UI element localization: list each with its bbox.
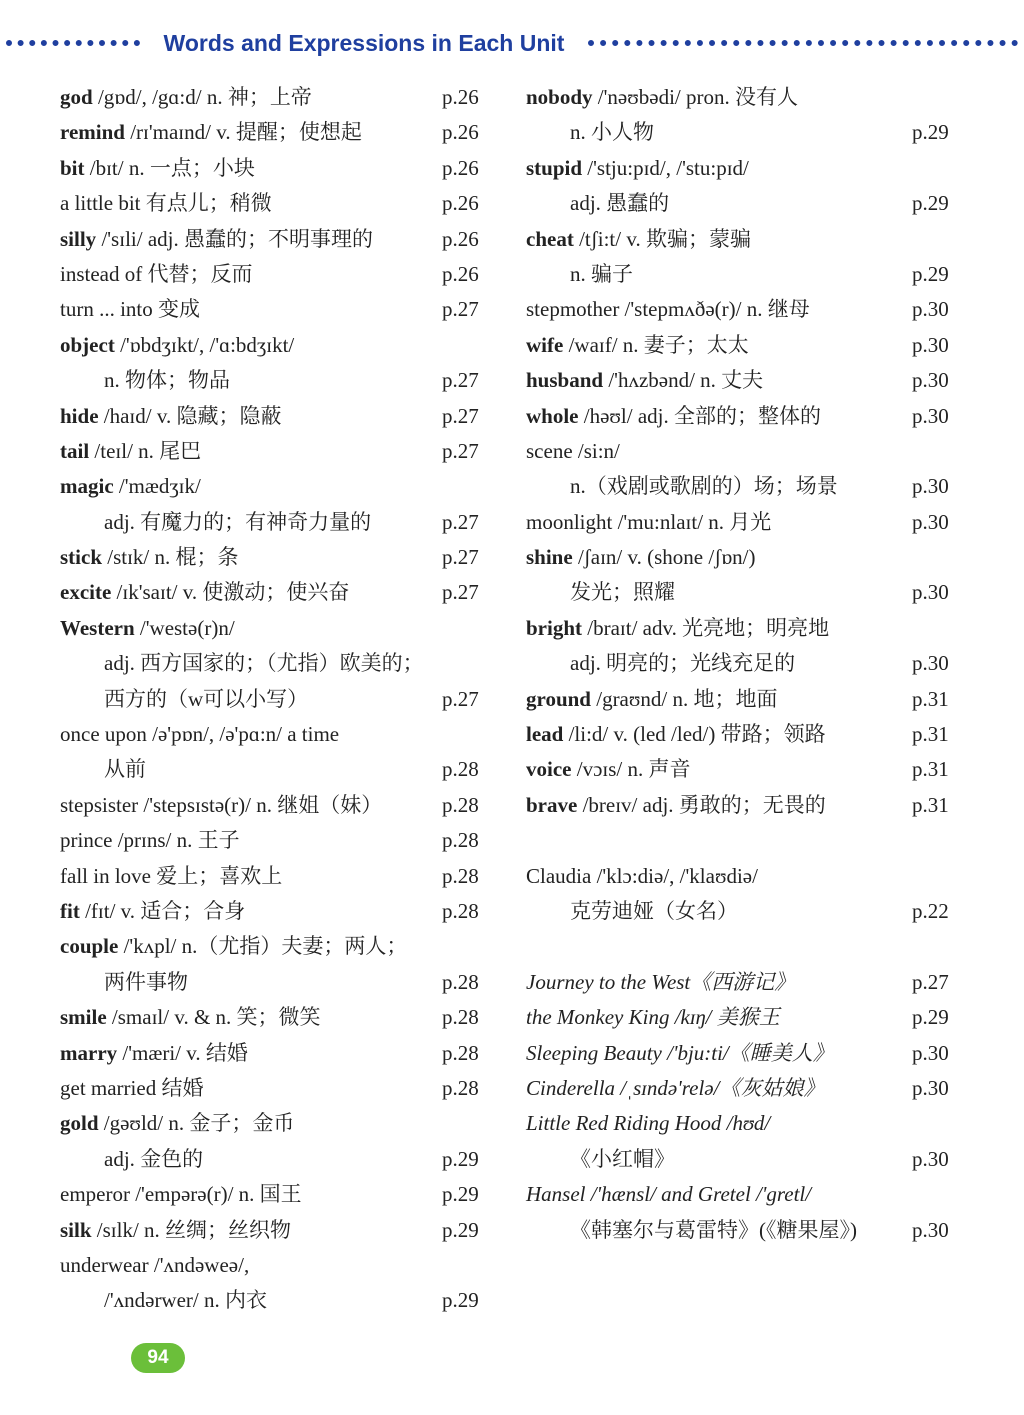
headword: marry xyxy=(60,1040,118,1065)
definition: stepsister /'stepsɪstə(r)/ n. 继姐（妹） xyxy=(60,792,383,817)
entry-text xyxy=(60,80,312,115)
entry-text xyxy=(60,965,188,1000)
entry-text xyxy=(526,540,756,575)
page-reference: p.26 xyxy=(442,155,479,180)
vocab-entry xyxy=(526,965,960,1000)
entry-text xyxy=(526,752,690,787)
vocab-entry xyxy=(526,505,960,540)
vocab-entry xyxy=(526,469,960,504)
entry-text xyxy=(526,505,771,540)
definition: underwear /'ʌndəweə/, xyxy=(60,1252,250,1277)
entry-text xyxy=(60,575,349,610)
entry-text xyxy=(60,115,362,150)
definition: Journey to the West《西游记》 xyxy=(526,969,796,994)
vocab-entry xyxy=(60,1177,492,1212)
definition: /sɪlk/ n. 丝绸；丝织物 xyxy=(91,1217,292,1242)
definition: /'hʌzbənd/ n. 丈夫 xyxy=(603,368,764,393)
entry-text xyxy=(526,1036,834,1071)
definition: adj. 愚蠢的 xyxy=(570,191,670,216)
headword: husband xyxy=(526,368,604,393)
headword: tail xyxy=(60,438,90,463)
entry-text xyxy=(60,1000,321,1035)
entry-text xyxy=(526,151,749,186)
entry-text xyxy=(526,965,795,1000)
vocab-entry xyxy=(60,80,492,115)
page-reference: p.28 xyxy=(442,969,479,994)
entry-text xyxy=(526,682,778,717)
entry-text xyxy=(526,1000,780,1035)
entry-text xyxy=(60,1177,302,1212)
headword: magic xyxy=(60,474,114,499)
headword: stupid xyxy=(526,155,583,180)
entry-text xyxy=(526,1177,811,1212)
entry-text xyxy=(60,894,245,929)
entry-text xyxy=(60,717,339,752)
vocab-entry xyxy=(60,505,492,540)
entry-text xyxy=(60,1036,248,1071)
vocab-entry xyxy=(60,788,492,823)
definition: /'mæri/ v. 结婚 xyxy=(117,1040,248,1065)
entry-text xyxy=(526,1106,770,1141)
entry-text xyxy=(60,540,239,575)
definition: 西方的（w可以小写） xyxy=(104,686,309,711)
page-reference: p.29 xyxy=(442,1288,479,1313)
page-reference: p.29 xyxy=(912,191,949,216)
vocab-entry xyxy=(60,1142,492,1177)
page-reference: p.30 xyxy=(912,1075,949,1100)
definition: 发光；照耀 xyxy=(570,580,675,605)
definition: Little Red Riding Hood /hʊd/ xyxy=(526,1111,771,1136)
vocab-column-right xyxy=(526,80,960,1248)
definition: adj. 明亮的；光线充足的 xyxy=(570,651,796,676)
definition: /graʊnd/ n. 地；地面 xyxy=(590,686,778,711)
vocab-entry xyxy=(60,1000,492,1035)
entry-text xyxy=(526,292,810,327)
definition: get married 结婚 xyxy=(60,1075,204,1100)
page-reference: p.28 xyxy=(442,1005,479,1030)
definition: adj. 金色的 xyxy=(104,1146,204,1171)
vocab-entry xyxy=(60,363,492,398)
page-reference: p.31 xyxy=(912,686,949,711)
headword: god xyxy=(60,85,93,109)
entry-text xyxy=(60,151,255,186)
vocab-entry xyxy=(526,151,960,186)
definition: /tʃi:t/ v. 欺骗；蒙骗 xyxy=(573,226,751,251)
definition: prince /prɪns/ n. 王子 xyxy=(60,828,240,853)
page-reference: p.28 xyxy=(442,898,479,923)
definition: 克劳迪娅（女名） xyxy=(570,898,738,923)
entry-text xyxy=(60,929,407,964)
entry-text xyxy=(526,788,826,823)
headword: gold xyxy=(60,1111,99,1136)
vocab-entry xyxy=(60,1106,492,1141)
vocab-entry xyxy=(60,434,492,469)
vocab-entry xyxy=(60,965,492,1000)
page-reference: p.27 xyxy=(442,368,479,393)
page-reference: p.29 xyxy=(912,261,949,286)
entry-text xyxy=(60,1106,294,1141)
page-reference: p.27 xyxy=(912,969,949,994)
entry-text xyxy=(526,363,763,398)
vocab-entry xyxy=(526,1142,960,1177)
vocab-entry xyxy=(60,717,492,752)
definition: instead of 代替；反而 xyxy=(60,261,253,286)
vocab-entry xyxy=(60,894,492,929)
vocab-entry xyxy=(526,1177,960,1212)
page-reference: p.27 xyxy=(442,580,479,605)
page-reference: p.28 xyxy=(442,1075,479,1100)
vocab-entry xyxy=(526,399,960,434)
page-reference: p.30 xyxy=(912,403,949,428)
vocab-entry xyxy=(526,859,960,894)
vocab-entry xyxy=(60,292,492,327)
definition: emperor /'empərə(r)/ n. 国王 xyxy=(60,1182,302,1207)
header-dotted-rule-left xyxy=(6,40,140,46)
page-reference: p.28 xyxy=(442,863,479,888)
vocab-entry xyxy=(60,752,492,787)
headword: whole xyxy=(526,403,579,428)
headword: cheat xyxy=(526,226,574,251)
vocab-entry xyxy=(526,1036,960,1071)
headword: remind xyxy=(60,120,125,145)
entry-text xyxy=(526,434,620,469)
vocab-entry xyxy=(60,1248,492,1283)
headword: wife xyxy=(526,332,564,357)
definition: Sleeping Beauty /'bju:ti/《睡美人》 xyxy=(526,1040,834,1065)
definition: n.（戏剧或歌剧的）场；场景 xyxy=(570,474,838,499)
entry-text xyxy=(60,186,272,221)
entry-text xyxy=(60,399,281,434)
header-dotted-rule-right xyxy=(588,40,1018,46)
page-reference: p.27 xyxy=(442,509,479,534)
vocab-entry xyxy=(526,257,960,292)
page-reference: p.29 xyxy=(442,1146,479,1171)
headword: couple xyxy=(60,934,119,959)
entry-text xyxy=(60,434,201,469)
vocab-entry xyxy=(526,363,960,398)
page-reference: p.27 xyxy=(442,403,479,428)
headword: object xyxy=(60,332,115,357)
entry-text xyxy=(526,257,633,292)
vocab-entry xyxy=(60,257,492,292)
definition: /vɔɪs/ n. 声音 xyxy=(571,757,691,782)
vocab-entry xyxy=(60,929,492,964)
headword: silk xyxy=(60,1217,92,1242)
entry-text xyxy=(526,399,821,434)
vocab-entry xyxy=(60,575,492,610)
definition: /bɪt/ n. 一点；小块 xyxy=(84,155,255,180)
page-reference: p.30 xyxy=(912,1146,949,1171)
headword: stick xyxy=(60,545,102,570)
page-reference: p.28 xyxy=(442,1040,479,1065)
entry-text xyxy=(526,469,838,504)
vocab-entry xyxy=(526,115,960,150)
entry-text xyxy=(526,115,654,150)
vocab-entry xyxy=(60,1036,492,1071)
vocab-entry xyxy=(526,894,960,929)
vocab-entry xyxy=(60,1071,492,1106)
entry-text xyxy=(60,1283,267,1318)
entry-text xyxy=(60,1142,203,1177)
vocab-entry xyxy=(526,788,960,823)
vocab-entry xyxy=(60,399,492,434)
page-reference: p.30 xyxy=(912,580,949,605)
vocab-entry xyxy=(60,186,492,221)
vocab-entry xyxy=(526,540,960,575)
definition: /haɪd/ v. 隐藏；隐蔽 xyxy=(98,403,282,428)
vocab-entry xyxy=(526,434,960,469)
entry-text xyxy=(60,257,252,292)
vocab-entry xyxy=(526,682,960,717)
definition: /'ɒbdʒɪkt/, /'ɑ:bdʒɪkt/ xyxy=(114,332,295,357)
page-reference: p.28 xyxy=(442,757,479,782)
definition: adj. 有魔力的；有神奇力量的 xyxy=(104,509,372,534)
vocab-entry xyxy=(526,1000,960,1035)
definition: /teɪl/ n. 尾巴 xyxy=(89,438,202,463)
entry-text xyxy=(526,222,751,257)
headword: excite xyxy=(60,580,112,605)
page-reference: p.30 xyxy=(912,1217,949,1242)
headword: bright xyxy=(526,615,583,640)
vocab-entry xyxy=(526,1071,960,1106)
page-reference: p.26 xyxy=(442,120,479,145)
definition: /braɪt/ adv. 光亮地；明亮地 xyxy=(582,615,830,640)
vocab-column-left xyxy=(60,80,492,1319)
headword: brave xyxy=(526,792,578,817)
page-reference: p.30 xyxy=(912,651,949,676)
entry-text xyxy=(526,328,749,363)
vocab-entry xyxy=(526,611,960,646)
entry-text xyxy=(526,1142,675,1177)
entry-text xyxy=(526,1071,824,1106)
definition: /fɪt/ v. 适合；合身 xyxy=(79,898,246,923)
definition: /'sɪli/ adj. 愚蠢的；不明事理的 xyxy=(96,226,373,251)
vocab-entry xyxy=(60,646,492,681)
page-reference: p.31 xyxy=(912,792,949,817)
definition: the Monkey King /kɪŋ/ 美猴王 xyxy=(526,1005,780,1030)
headword: bit xyxy=(60,155,85,180)
definition: fall in love 爱上；喜欢上 xyxy=(60,863,283,888)
entry-text xyxy=(60,1071,203,1106)
vocab-entry xyxy=(526,752,960,787)
definition: adj. 西方国家的；（尤指）欧美的； xyxy=(104,651,424,676)
vocab-entry xyxy=(60,222,492,257)
page-reference: p.28 xyxy=(442,828,479,853)
headword: smile xyxy=(60,1005,107,1030)
definition: /gɒd/, /gɑ:d/ n. 神；上帝 xyxy=(92,85,312,109)
page-reference: p.26 xyxy=(442,261,479,286)
headword: fit xyxy=(60,898,80,923)
page-reference: p.30 xyxy=(912,474,949,499)
page-reference: p.26 xyxy=(442,85,479,109)
definition: /smaɪl/ v. & n. 笑；微笑 xyxy=(106,1005,321,1030)
definition: stepmother /'stepmʌðə(r)/ n. 继母 xyxy=(526,297,810,322)
vocab-entry xyxy=(60,859,492,894)
page-reference: p.29 xyxy=(912,1005,949,1030)
entry-text xyxy=(60,752,146,787)
definition: /'westə(r)n/ xyxy=(134,615,235,640)
page-reference: p.26 xyxy=(442,226,479,251)
page-reference: p.27 xyxy=(442,686,479,711)
definition: /waɪf/ n. 妻子；太太 xyxy=(563,332,749,357)
entry-spacer xyxy=(526,823,960,858)
definition: /ɪk'saɪt/ v. 使激动；使兴奋 xyxy=(111,580,350,605)
page-reference: p.31 xyxy=(912,757,949,782)
definition: Hansel /'hænsl/ and Gretel /'gretl/ xyxy=(526,1182,812,1207)
entry-text xyxy=(526,575,675,610)
definition: once upon /ə'pɒn/, /ə'pɑ:n/ a time xyxy=(60,722,340,747)
entry-text xyxy=(60,788,382,823)
definition: n. 骗子 xyxy=(570,261,633,286)
entry-text xyxy=(60,682,308,717)
entry-text xyxy=(526,1213,857,1248)
vocab-entry xyxy=(526,292,960,327)
definition: /'stju:pɪd/, /'stu:pɪd/ xyxy=(582,155,749,180)
page-reference: p.27 xyxy=(442,545,479,570)
definition: Cinderella /ˌsɪndə'relə/《灰姑娘》 xyxy=(526,1075,825,1100)
entry-text xyxy=(526,894,738,929)
definition: 从前 xyxy=(104,757,146,782)
definition: a little bit 有点儿；稍微 xyxy=(60,191,272,216)
definition: n. 物体；物品 xyxy=(104,368,230,393)
headword: silly xyxy=(60,226,97,251)
vocab-entry xyxy=(526,717,960,752)
definition: 《小红帽》 xyxy=(570,1146,675,1171)
definition: /'nəʊbədi/ pron. 没有人 xyxy=(592,85,798,109)
entry-text xyxy=(60,363,230,398)
vocab-entry xyxy=(526,80,960,115)
definition: turn ... into 变成 xyxy=(60,297,200,322)
definition: n. 小人物 xyxy=(570,120,654,145)
definition: /'mædʒɪk/ xyxy=(113,474,201,499)
definition: moonlight /'mu:nlaɪt/ n. 月光 xyxy=(526,509,772,534)
vocab-entry xyxy=(60,115,492,150)
headword: nobody xyxy=(526,85,593,109)
page-reference: p.29 xyxy=(442,1217,479,1242)
vocab-entry xyxy=(60,540,492,575)
vocab-entry xyxy=(526,646,960,681)
header-title: Words and Expressions in Each Unit xyxy=(163,30,565,56)
page-reference: p.30 xyxy=(912,332,949,357)
vocab-entry xyxy=(526,1213,960,1248)
vocab-entry xyxy=(60,469,492,504)
entry-text xyxy=(60,469,201,504)
definition: /'kʌpl/ n.（尤指）夫妻；两人； xyxy=(118,934,408,959)
entry-text xyxy=(60,292,200,327)
entry-text xyxy=(60,1248,249,1283)
definition: 《韩塞尔与葛雷特》(《糖果屋》) xyxy=(570,1217,857,1242)
headword: lead xyxy=(526,722,564,747)
definition: /ʃaɪn/ v. (shone /ʃɒn/) xyxy=(572,545,756,570)
entry-text xyxy=(60,611,235,646)
page-reference: p.30 xyxy=(912,1040,949,1065)
page-reference: p.28 xyxy=(442,792,479,817)
entry-text xyxy=(526,646,795,681)
page-reference: p.27 xyxy=(442,438,479,463)
definition: /rɪ'maɪnd/ v. 提醒；使想起 xyxy=(124,120,362,145)
headword: shine xyxy=(526,545,573,570)
page-reference: p.30 xyxy=(912,509,949,534)
entry-text xyxy=(60,328,294,363)
vocab-entry xyxy=(60,682,492,717)
definition: /həʊl/ adj. 全部的；整体的 xyxy=(578,403,822,428)
vocab-entry xyxy=(526,328,960,363)
section-header xyxy=(0,30,1024,70)
definition: scene /si:n/ xyxy=(526,438,620,463)
definition: 两件事物 xyxy=(104,969,188,994)
entry-text xyxy=(526,186,669,221)
entry-text xyxy=(60,505,371,540)
definition: /li:d/ v. (led /led/) 带路；领路 xyxy=(563,722,826,747)
vocab-entry xyxy=(526,1106,960,1141)
page-reference: p.29 xyxy=(442,1182,479,1207)
headword: hide xyxy=(60,403,99,428)
entry-text xyxy=(60,646,424,681)
vocab-entry xyxy=(60,823,492,858)
page-reference: p.31 xyxy=(912,722,949,747)
headword: Western xyxy=(60,615,135,640)
entry-text xyxy=(60,859,282,894)
page-reference: p.30 xyxy=(912,368,949,393)
definition: /stɪk/ n. 棍；条 xyxy=(102,545,239,570)
entry-spacer xyxy=(526,929,960,964)
headword: voice xyxy=(526,757,572,782)
vocab-entry xyxy=(60,1283,492,1318)
definition: Claudia /'klɔ:diə/, /'klaʊdiə/ xyxy=(526,863,758,888)
vocab-entry xyxy=(60,151,492,186)
vocab-entry xyxy=(526,222,960,257)
entry-text xyxy=(526,717,826,752)
vocab-entry xyxy=(60,611,492,646)
headword: ground xyxy=(526,686,591,711)
vocab-entry xyxy=(526,575,960,610)
page-reference: p.27 xyxy=(442,297,479,322)
entry-text xyxy=(60,1213,291,1248)
entry-text xyxy=(526,859,758,894)
page-number-badge: 94 xyxy=(131,1343,185,1373)
vocab-entry xyxy=(60,1213,492,1248)
vocab-entry xyxy=(60,328,492,363)
entry-text xyxy=(526,80,798,115)
page-reference: p.22 xyxy=(912,898,949,923)
page-reference: p.29 xyxy=(912,120,949,145)
entry-text xyxy=(60,823,240,858)
entry-text xyxy=(526,611,829,646)
definition: /gəʊld/ n. 金子；金币 xyxy=(98,1111,295,1136)
page-reference: p.30 xyxy=(912,297,949,322)
entry-text xyxy=(60,222,373,257)
definition: /breɪv/ adj. 勇敢的；无畏的 xyxy=(577,792,826,817)
vocab-entry xyxy=(526,186,960,221)
page-reference: p.26 xyxy=(442,191,479,216)
definition: /'ʌndərwer/ n. 内衣 xyxy=(104,1288,267,1313)
